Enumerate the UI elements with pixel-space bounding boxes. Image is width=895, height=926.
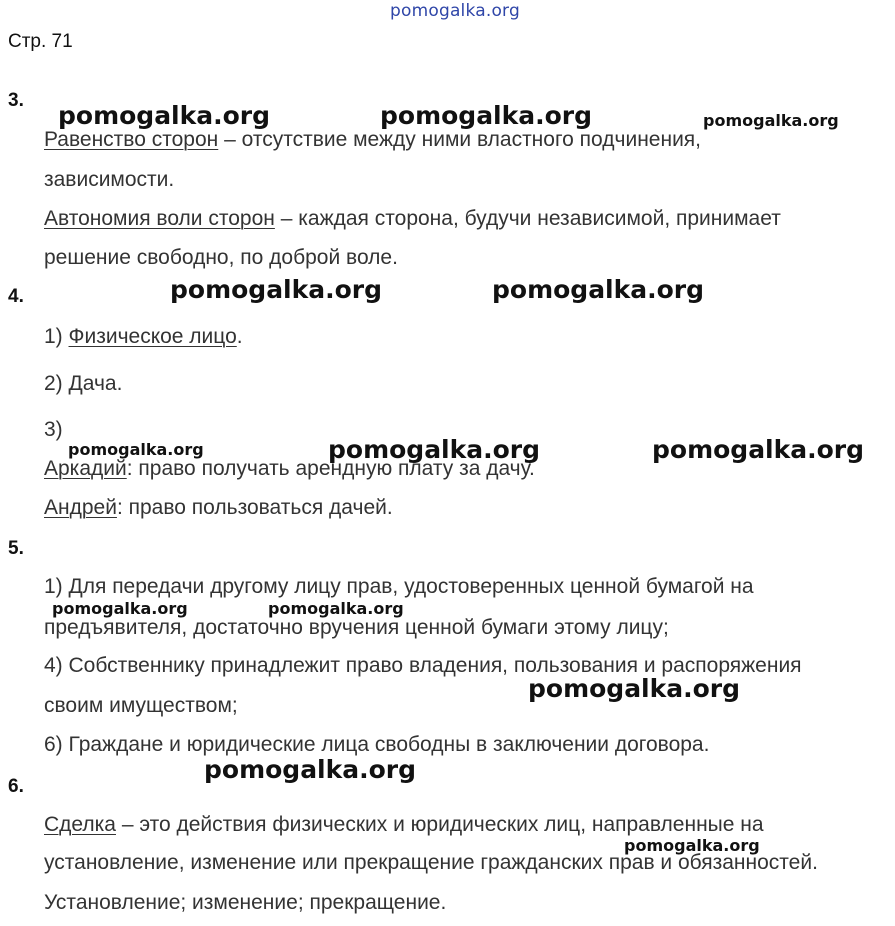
answer-line (44, 457, 535, 481)
answer-line (44, 496, 393, 520)
definition: : право получать арендную плату за дачу. (126, 457, 535, 480)
watermark: pomogalka.org (624, 836, 760, 855)
task-number-6: 6. (8, 776, 24, 797)
answer-line (44, 207, 781, 231)
answer-line: зависимости. (44, 168, 175, 191)
page-label: Стр. 71 (8, 31, 73, 52)
watermark: pomogalka.org (204, 755, 417, 784)
watermark: pomogalka.org (652, 435, 865, 464)
watermark: pomogalka.org (528, 674, 741, 703)
task-number-5: 5. (8, 538, 24, 559)
task-number-4: 4. (8, 286, 24, 307)
answer-line (44, 813, 764, 837)
answer-line: 6) Граждане и юридические лица свободны в заключении договора. (44, 733, 710, 756)
answer-line: своим имуществом; (44, 694, 238, 717)
answer-line: решение свободно, по доброй воле. (44, 246, 398, 269)
answer-line (44, 128, 701, 152)
answer-line: 2) Дача. (44, 372, 123, 395)
answer-line: 4) Собственнику принадлежит право владения, пользования и распоряжения (44, 654, 802, 677)
watermark: pomogalka.org (58, 101, 271, 130)
item-prefix: 1) (44, 325, 69, 348)
watermark: pomogalka.org (52, 599, 188, 618)
definition: . (236, 325, 243, 348)
term: Андрей (44, 496, 117, 519)
watermark: pomogalka.org (492, 275, 705, 304)
watermark: pomogalka.org (268, 599, 404, 618)
answer-line: Установление; изменение; прекращение. (44, 891, 447, 914)
term: Автономия воли сторон (44, 207, 275, 230)
watermark-top: pomogalka.org (390, 1, 520, 21)
term: Равенство сторон (44, 128, 219, 151)
answer-line (44, 325, 243, 349)
term: Сделка (44, 813, 116, 836)
definition: – отсутствие между ними властного подчинения, (218, 128, 701, 151)
answer-line: предъявителя, достаточно вручения ценной бумаги этому лицу; (44, 616, 669, 639)
watermark: pomogalka.org (170, 275, 383, 304)
definition: – каждая сторона, будучи независимой, принимает (274, 207, 781, 230)
term: Аркадий (44, 457, 127, 480)
watermark: pomogalka.org (68, 440, 204, 459)
answer-line: 3) (44, 418, 63, 441)
watermark: pomogalka.org (328, 435, 541, 464)
answer-line: 1) Для передачи другому лицу прав, удостоверенных ценной бумагой на (44, 575, 754, 598)
watermark: pomogalka.org (703, 111, 839, 130)
definition: : право пользоваться дачей. (116, 496, 393, 519)
definition: – это действия физических и юридических лиц, направленные на (115, 813, 764, 836)
watermark: pomogalka.org (380, 101, 593, 130)
task-number-3: 3. (8, 90, 24, 111)
term: Физическое лицо (68, 325, 237, 348)
answer-line: установление, изменение или прекращение гражданских прав и обязанностей. (44, 851, 818, 874)
